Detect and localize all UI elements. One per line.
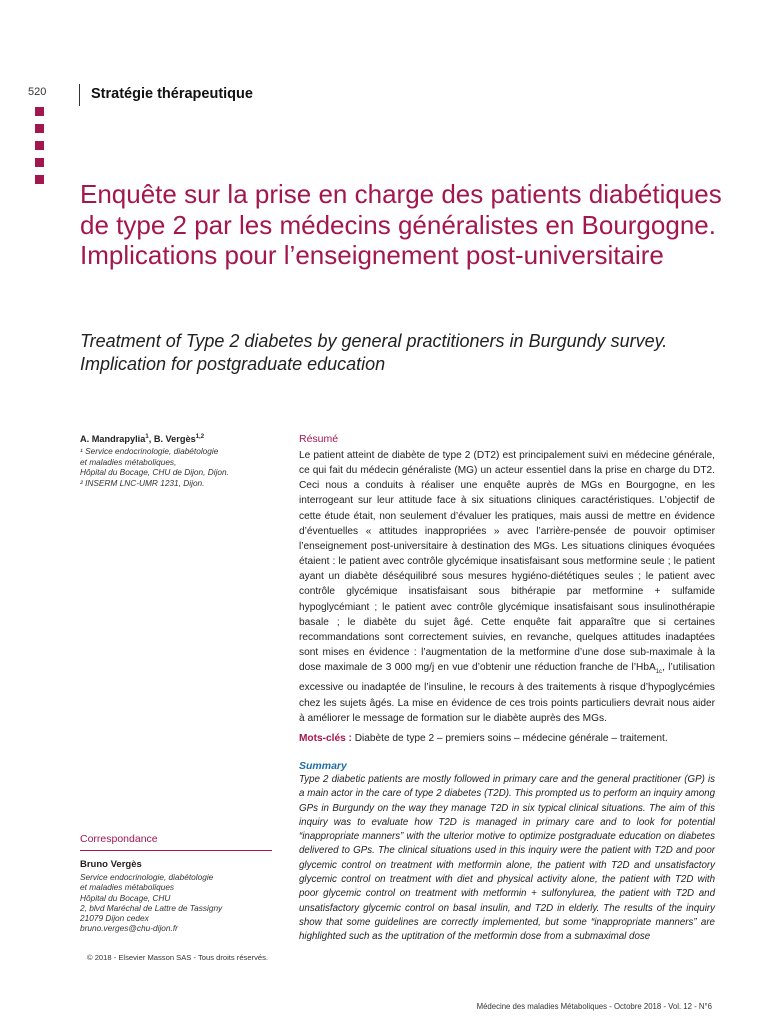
decorative-square <box>35 141 44 150</box>
author-name: A. Mandrapylia <box>80 434 146 445</box>
article-title-fr: Enquête sur la prise en charge des patients diabétiques de type 2 par les médecins généralistes en Bourgogne. Implications pour l’enseignement post-universitaire <box>80 179 722 270</box>
resume-text-part: Le patient atteint de diabète de type 2 (DT2) est principalement suivi en médecine générale, ce qui fait du médecin généraliste (MG) un acteur essentiel dans la prise en charge du DT2. Ceci nous a conduits à réaliser une enquête auprès de MGs en Bourgogne, en les interrogeant sur leur attitude face à six situations cliniques caractéristiques. L’objectif de cette étude était, non seulement d’évaluer les pratiques, mais aussi de mettre en évidence d’éventuelles « attitudes inappropriées » avec l’arrière-pensée de pouvoir optimiser l’enseignement post-universitaire à destination des MGs. Les situations cliniques évoquées étaient : le patient avec contrôle glycémique insatisfaisant sous metformine seule ; le patient ayant un diabète déséquilibré sous mesures hygiéno-diététiques seules ; le patient avec contrôle glycémique insatisfaisant sous bithérapie par metformine + sulfamide hypoglycémiant ; le patient avec contrôle glycémique insatisfaisant sous insulinothérapie basale ; le diabète du sujet âgé. Cette enquête fait apparaître que si certaines recommandations sont correctement suivies, en revanche, quelques attitudes inadaptées sont mises en évidence : l’augmentation de la metformine d’une dose sub-maximale à la dose maximale de 3 000 mg/j en vue d’obtenir une réduction franche de l’HbA <box>299 450 715 674</box>
affiliation-line: ¹ Service endocrinologie, diabétologie <box>80 446 219 456</box>
decorative-square <box>35 124 44 133</box>
decorative-square <box>35 175 44 184</box>
header-divider <box>79 84 80 106</box>
correspondence-divider <box>80 850 272 851</box>
decorative-square <box>35 107 44 116</box>
correspondence-heading: Correspondance <box>80 833 158 845</box>
keywords-label: Mots-clés : <box>299 733 352 744</box>
affiliation-line: Hôpital du Bocage, CHU de Dijon, Dijon. <box>80 467 229 477</box>
address-line: 2, blvd Maréchal de Lattre de Tassigny <box>80 902 223 913</box>
resume-text-part: , l’utilisation excessive ou inadaptée de l’insuline, le recours à des traitements à risque d’hypoglycémies chez les sujets âgés. La mise en évidence de ces trois points particuliers devrait nous aider à améliorer le message de formation sur le diabète auprès des MGs. <box>299 662 715 724</box>
author-affiliation-sup: 1,2 <box>195 434 205 440</box>
keywords <box>299 733 715 744</box>
correspondence-email[interactable]: bruno.verges@chu-dijon.fr <box>80 923 178 934</box>
author-name: B. Vergès <box>153 434 196 445</box>
correspondence-address <box>80 872 222 934</box>
summary-heading: Summary <box>299 760 347 772</box>
affiliation-line: ² INSERM LNC-UMR 1231, Dijon. <box>80 477 205 488</box>
summary-text: Type 2 diabetic patients are mostly followed in primary care and the general practitioner (GP) is a main actor in the care of type 2 diabetes (T2D). This prompted us to perform an inquiry among GPs in Burgundy on the way they manage T2D in six typical clinical situations. The aim of this inquiry was to evaluate how T2D is managed in primary care and to look for potential “inappropriate manners” with the ulterior motive to optimize postgraduate education on diabetes delivered to GPs. The clinical situations used in this inquiry were the patient with T2D and poor glycemic control on treatment with metformin alone, the patient with T2D and unsatisfactory glycemic control on treatment with diet and physical activity alone, the patient with T2D with poor glycemic control on treatment with metformin + sulfonylurea, the patient with T2D and unsatisfactory glycemic control on basal insulin, and T2D in elderly. The results of the inquiry show that some guidelines are correctly implemented, but some “inappropriate manners” are highlighted such as the uptitration of the metformin dose from a submaximal dose <box>299 774 715 943</box>
author-separator: , <box>148 434 154 445</box>
author-list <box>80 434 204 444</box>
affiliations <box>80 446 280 488</box>
affiliation-line: et maladies métaboliques, <box>80 456 177 467</box>
copyright-notice: © 2018 - Elsevier Masson SAS - Tous droits réservés. <box>87 953 269 962</box>
decorative-square <box>35 158 44 167</box>
hba1c-subscript: 1c <box>655 669 663 676</box>
author-affiliation-sup: 1 <box>145 434 149 440</box>
keywords-text: Diabète de type 2 – premiers soins – médecine générale – traitement. <box>354 733 668 744</box>
address-line: et maladies métaboliques <box>80 882 175 893</box>
address-line: Service endocrinologie, diabétologie <box>80 872 214 882</box>
resume-text <box>299 448 715 726</box>
article-title-en: Treatment of Type 2 diabetes by general practitioners in Burgundy survey. Implication for postgraduate education <box>80 331 668 374</box>
page-number: 520 <box>28 86 47 98</box>
address-line: 21079 Dijon cedex <box>80 913 149 924</box>
journal-footer: Médecine des maladies Métaboliques - Octobre 2018 - Vol. 12 - N°6 <box>476 1002 712 1011</box>
section-title: Stratégie thérapeutique <box>91 86 253 102</box>
correspondence-name: Bruno Vergès <box>80 859 142 870</box>
address-line: Hôpital du Bocage, CHU <box>80 892 171 903</box>
resume-heading: Résumé <box>299 433 339 445</box>
decorative-squares <box>35 107 44 192</box>
